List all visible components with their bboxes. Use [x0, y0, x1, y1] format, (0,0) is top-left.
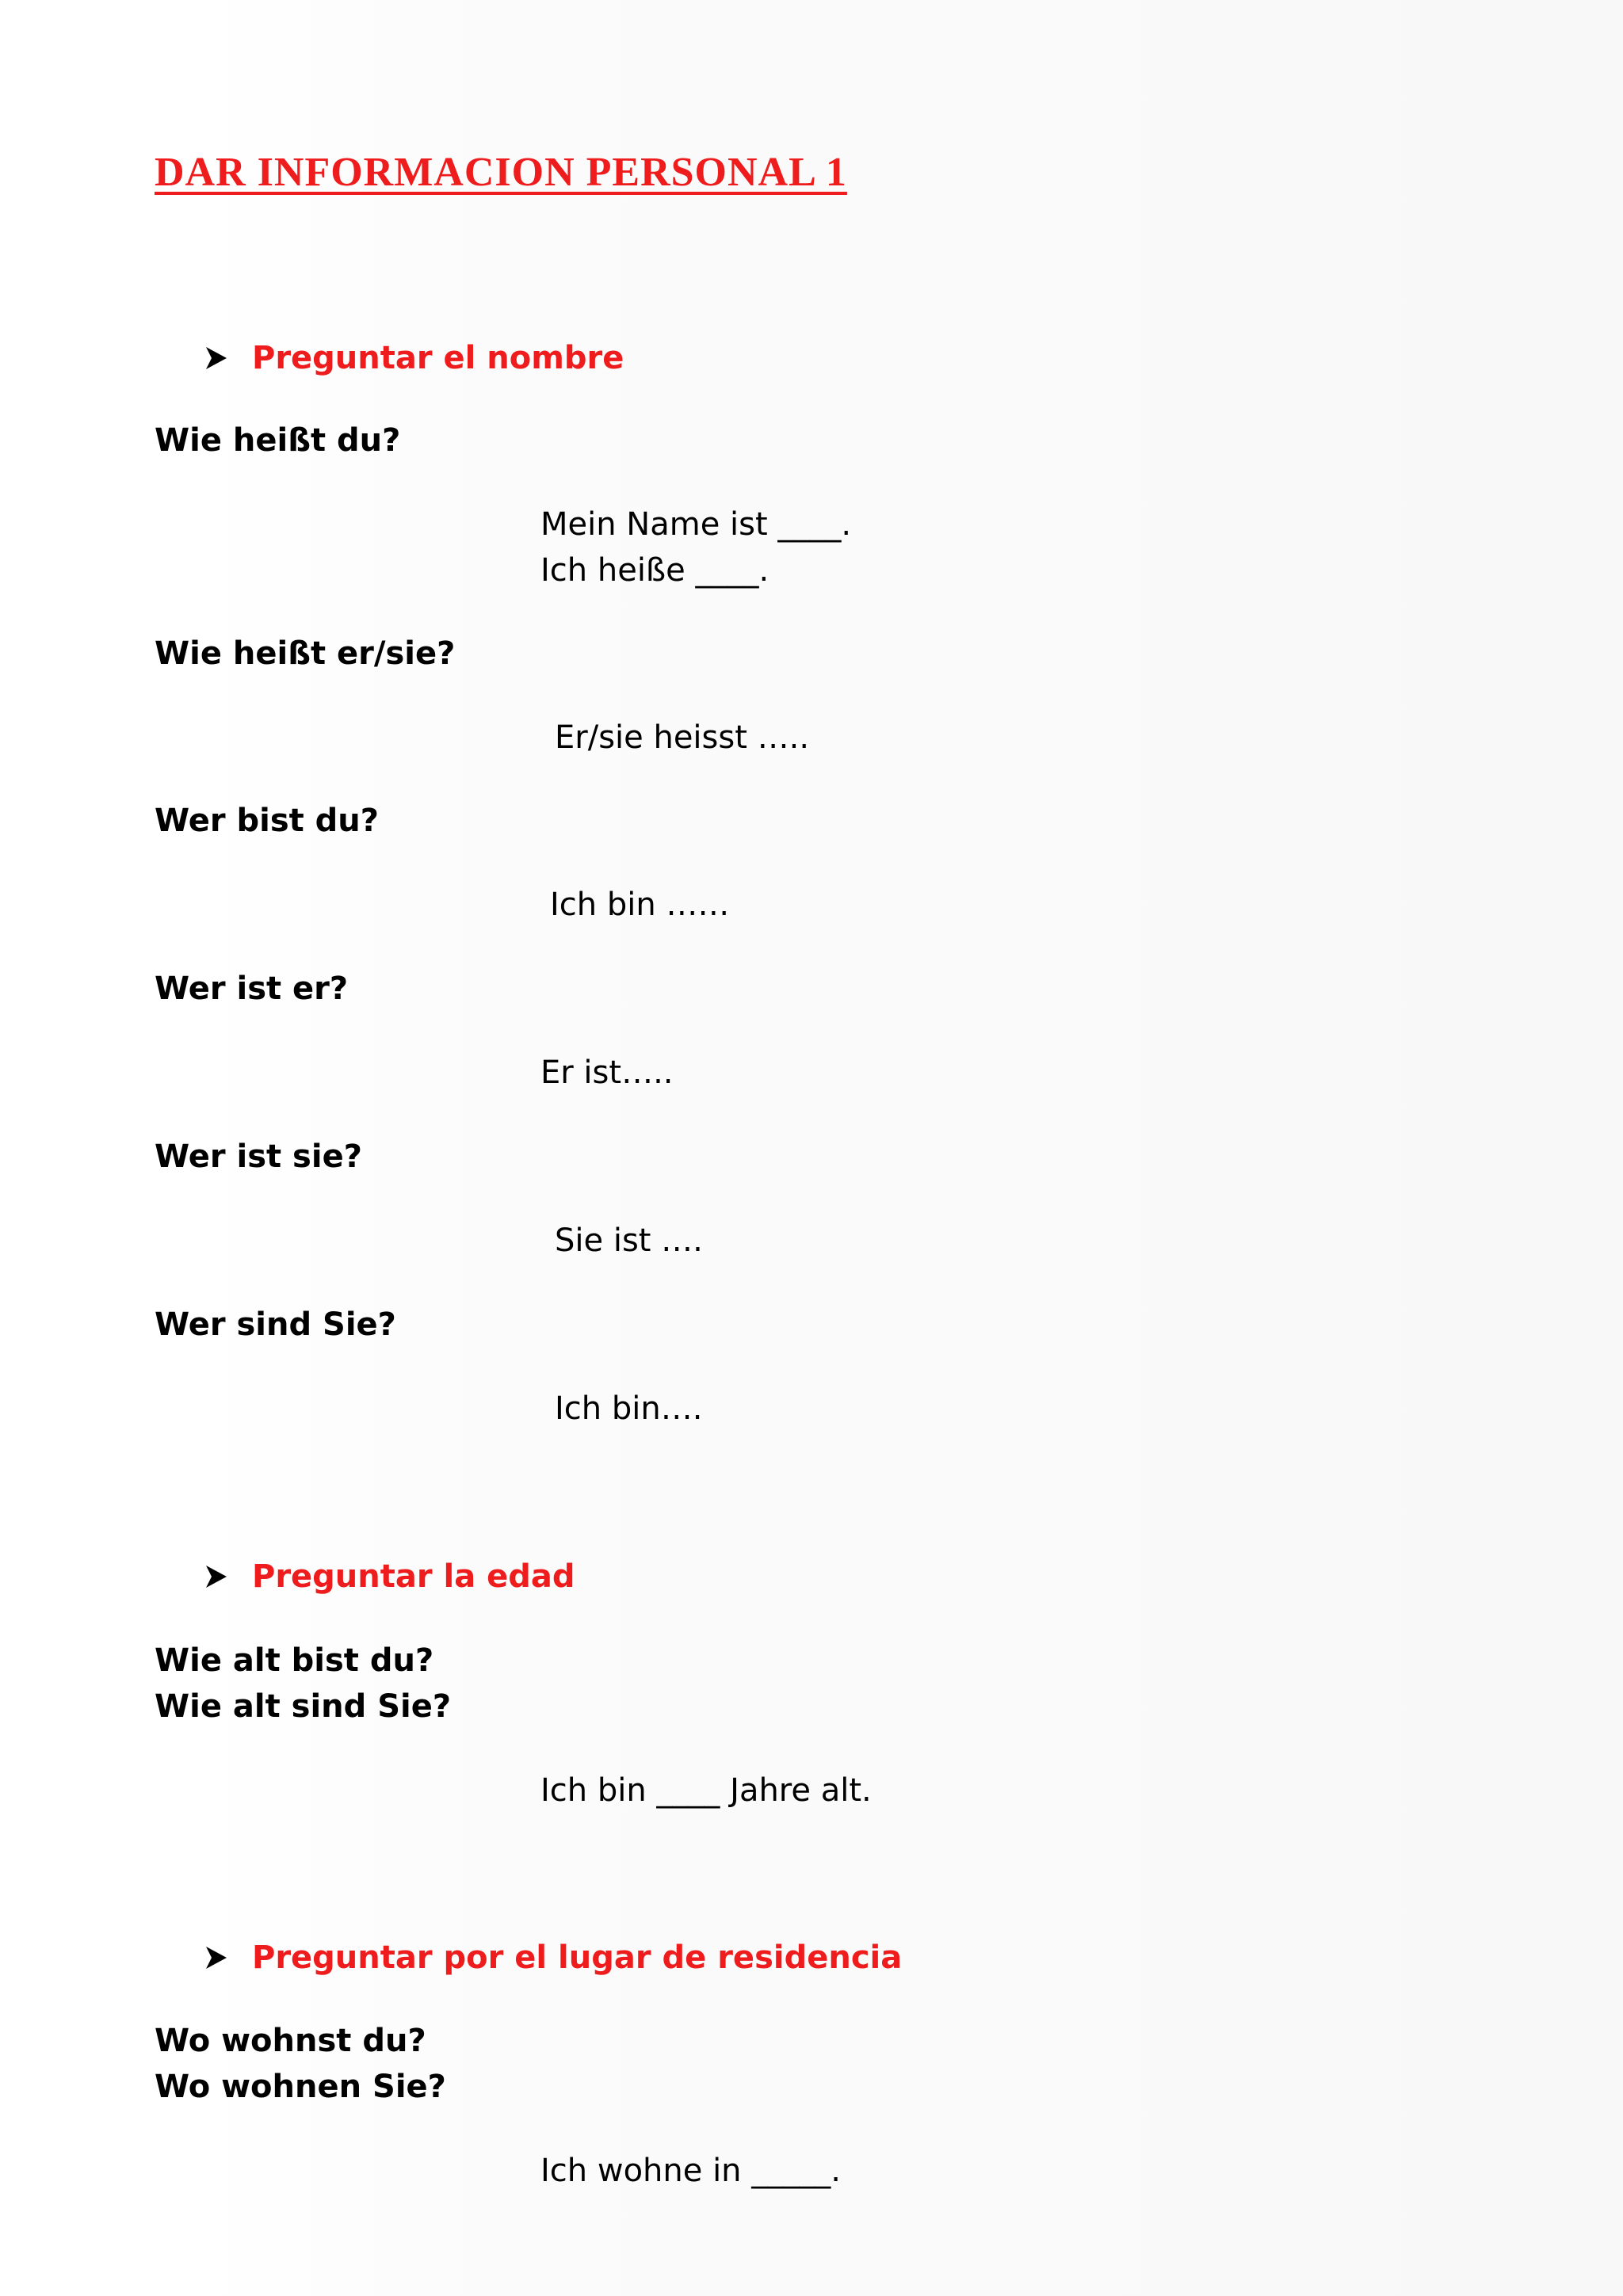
- answer: Ich bin ____ Jahre alt.: [540, 1772, 872, 1809]
- section-heading-edad: [204, 1558, 575, 1595]
- section-heading-label: Preguntar el nombre: [252, 340, 624, 376]
- question: Wie heißt du?: [155, 422, 401, 459]
- question: Wer ist sie?: [155, 1138, 362, 1175]
- answer: Ich bin ……: [550, 887, 730, 923]
- section-heading-nombre: [204, 342, 624, 374]
- question: Wie heißt er/sie?: [155, 635, 456, 672]
- arrowhead-bullet-icon: [204, 1944, 228, 1971]
- question: Wo wohnst du?: [155, 2023, 426, 2059]
- question: Wo wohnen Sie?: [155, 2069, 446, 2105]
- answer: Ich heiße ____.: [540, 552, 769, 589]
- section-heading-label: Preguntar la edad: [252, 1558, 575, 1595]
- answer: Mein Name ist ____.: [540, 506, 852, 543]
- answer: Er/sie heisst …..: [555, 719, 810, 756]
- arrowhead-bullet-icon: [204, 1563, 228, 1590]
- answer: Ich bin….: [555, 1390, 703, 1427]
- answer: Ich wohne in _____.: [540, 2153, 841, 2189]
- question: Wer sind Sie?: [155, 1306, 396, 1343]
- section-heading-label: Preguntar por el lugar de residencia: [252, 1939, 903, 1976]
- question: Wer ist er?: [155, 971, 349, 1007]
- question: Wie alt bist du?: [155, 1642, 434, 1679]
- question: Wie alt sind Sie?: [155, 1688, 452, 1725]
- answer: Sie ist ….: [555, 1222, 703, 1259]
- answer: Er ist…..: [540, 1055, 674, 1091]
- page-title: DAR INFORMACION PERSONAL 1: [155, 150, 847, 195]
- arrowhead-bullet-icon: [204, 345, 228, 372]
- question: Wer bist du?: [155, 803, 379, 839]
- section-heading-residencia: [204, 1939, 903, 1976]
